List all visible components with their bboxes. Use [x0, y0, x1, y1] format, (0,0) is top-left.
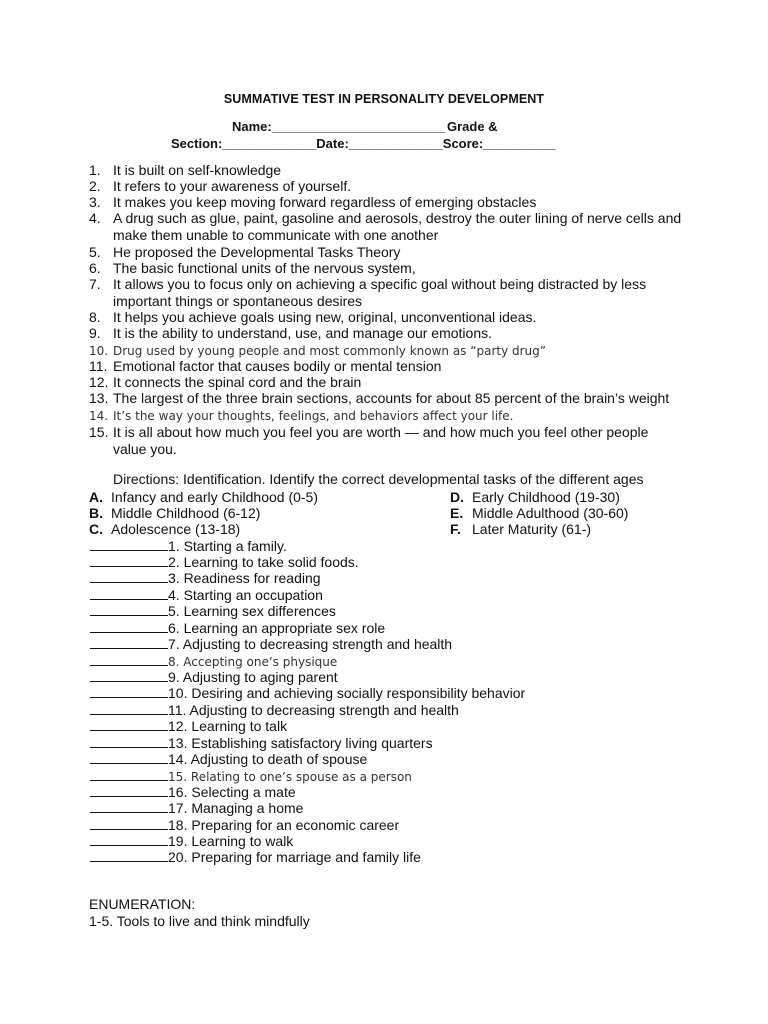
question-text: It allows you to focus only on achieving a specific goal without being distracted by less important things or spontaneous desires	[113, 276, 647, 309]
age-letter: E.	[450, 505, 464, 521]
question-text: It makes you keep moving forward regardless of emerging obstacles	[113, 194, 537, 210]
question-text: Emotional factor that causes bodily or mental tension	[113, 358, 442, 374]
answer-blank[interactable]	[90, 653, 168, 666]
answer-blank[interactable]	[90, 817, 168, 830]
item-label: 15. Relating to one’s spouse as a person	[168, 770, 412, 784]
identification-item	[90, 538, 287, 554]
age-letter: B.	[89, 505, 103, 521]
question-number: 11.	[89, 358, 108, 374]
question-number: 8.	[89, 309, 101, 325]
answer-blank[interactable]	[90, 751, 168, 764]
question-item	[89, 210, 683, 243]
question-item	[89, 162, 683, 179]
question-item	[89, 178, 683, 195]
question-number: 13.	[89, 390, 109, 406]
identification-item	[90, 817, 399, 833]
age-label: Later Maturity (61-)	[472, 521, 592, 537]
item-label: 7. Adjusting to decreasing strength and health	[168, 636, 453, 652]
identification-item	[90, 603, 336, 619]
section-date-score-field[interactable]: Section:_____________Date:_____________Score:__________	[171, 136, 556, 151]
item-label: 1. Starting a family.	[168, 538, 287, 554]
question-item	[89, 260, 683, 277]
item-label: 10. Desiring and achieving socially responsibility behavior	[168, 685, 526, 701]
item-label: 14. Adjusting to death of spouse	[168, 751, 368, 767]
item-label: 8. Accepting one’s physique	[168, 655, 338, 669]
age-letter: C.	[89, 521, 103, 537]
item-label: 17. Managing a home	[168, 800, 304, 816]
question-item	[89, 424, 683, 457]
question-text: It is built on self-knowledge	[113, 162, 282, 178]
question-text: Drug used by young people and most commonly known as “party drug”	[113, 344, 546, 358]
identification-item	[90, 735, 433, 751]
question-number: 1.	[89, 162, 101, 178]
age-group-a	[89, 489, 318, 505]
identification-item	[90, 849, 421, 865]
identification-item	[90, 751, 367, 767]
question-item	[89, 276, 683, 309]
item-label: 11. Adjusting to decreasing strength and health	[168, 702, 459, 718]
enumeration-heading: ENUMERATION:	[89, 896, 196, 912]
question-text: It is the ability to understand, use, and manage our emotions.	[113, 325, 493, 341]
item-label: 20. Preparing for marriage and family life	[168, 849, 421, 865]
identification-item	[90, 554, 359, 570]
age-group-f	[450, 521, 591, 537]
identification-item	[90, 685, 525, 701]
age-letter: A.	[89, 489, 103, 505]
question-number: 15.	[89, 424, 109, 440]
question-number: 14.	[89, 409, 109, 423]
question-text: He proposed the Developmental Tasks Theory	[113, 244, 401, 260]
answer-blank[interactable]	[90, 570, 168, 583]
age-label: Middle Childhood (6-12)	[111, 505, 261, 521]
identification-item	[90, 784, 296, 800]
item-label: 18. Preparing for an economic career	[168, 817, 400, 833]
item-label: 4. Starting an occupation	[168, 587, 323, 603]
age-group-c	[89, 521, 240, 537]
answer-blank[interactable]	[90, 636, 168, 649]
question-item	[89, 358, 683, 375]
answer-blank[interactable]	[90, 833, 168, 846]
identification-item	[90, 718, 287, 734]
identification-item	[90, 620, 385, 636]
age-letter: F.	[450, 521, 461, 537]
question-number: 5.	[89, 244, 101, 260]
question-item	[89, 325, 683, 342]
page-title: SUMMATIVE TEST IN PERSONALITY DEVELOPMENT	[223, 92, 545, 106]
question-number: 3.	[89, 194, 101, 210]
age-label: Adolescence (13-18)	[111, 521, 241, 537]
item-label: 9. Adjusting to aging parent	[168, 669, 338, 685]
age-label: Middle Adulthood (30-60)	[472, 505, 629, 521]
answer-blank[interactable]	[90, 620, 168, 633]
question-number: 7.	[89, 276, 101, 292]
question-number: 10.	[89, 344, 109, 358]
name-field[interactable]: Name:________________________	[232, 119, 446, 134]
identification-item	[90, 570, 321, 586]
item-label: 19. Learning to walk	[168, 833, 294, 849]
question-text: The basic functional units of the nervous system,	[113, 260, 416, 276]
question-text: It helps you achieve goals using new, original, unconventional ideas.	[113, 309, 537, 325]
question-number: 6.	[89, 260, 101, 276]
question-item	[89, 374, 683, 391]
grade-field[interactable]: Grade &	[447, 119, 498, 134]
age-group-d	[450, 489, 620, 505]
identification-item	[90, 587, 323, 603]
question-text: The largest of the three brain sections, accounts for about 85 percent of the brain’s weight	[113, 390, 670, 406]
answer-blank[interactable]	[90, 538, 168, 551]
answer-blank[interactable]	[90, 784, 168, 797]
question-item	[89, 309, 683, 326]
question-item	[89, 390, 683, 407]
identification-item	[90, 669, 338, 685]
identification-item	[90, 833, 293, 849]
answer-blank[interactable]	[90, 685, 168, 698]
question-item	[89, 244, 683, 261]
age-letter: D.	[450, 489, 464, 505]
question-item	[89, 408, 683, 425]
question-text: A drug such as glue, paint, gasoline and aerosols, destroy the outer lining of nerve cells and make them unable to communicate with one another	[113, 210, 682, 243]
identification-item	[90, 653, 337, 669]
identification-item	[90, 702, 459, 718]
answer-blank[interactable]	[90, 718, 168, 731]
answer-blank[interactable]	[90, 587, 168, 600]
age-label: Early Childhood (19-30)	[472, 489, 620, 505]
answer-blank[interactable]	[90, 554, 168, 567]
item-label: 2. Learning to take solid foods.	[168, 554, 359, 570]
answer-blank[interactable]	[90, 800, 168, 813]
enumeration-item: 1-5. Tools to live and think mindfully	[89, 913, 310, 929]
answer-blank[interactable]	[90, 849, 168, 862]
identification-item	[90, 768, 412, 784]
item-label: 16. Selecting a mate	[168, 784, 296, 800]
item-label: 12. Learning to talk	[168, 718, 288, 734]
answer-blank[interactable]	[90, 603, 168, 616]
answer-blank[interactable]	[90, 768, 168, 781]
answer-blank[interactable]	[90, 735, 168, 748]
question-number: 9.	[89, 325, 101, 341]
identification-item	[90, 800, 303, 816]
age-label: Infancy and early Childhood (0-5)	[111, 489, 319, 505]
question-item	[89, 194, 683, 211]
answer-blank[interactable]	[90, 702, 168, 715]
question-text: It’s the way your thoughts, feelings, and behaviors affect your life.	[113, 409, 514, 423]
question-number: 4.	[89, 210, 101, 226]
age-group-e	[450, 505, 628, 521]
question-text: It refers to your awareness of yourself.	[113, 178, 352, 194]
identification-item	[90, 636, 452, 652]
age-group-b	[89, 505, 260, 521]
question-text: It is all about how much you feel you are worth — and how much you feel other people value you.	[113, 424, 649, 457]
answer-blank[interactable]	[90, 669, 168, 682]
item-label: 6. Learning an appropriate sex role	[168, 620, 386, 636]
question-number: 2.	[89, 178, 101, 194]
item-label: 3. Readiness for reading	[168, 570, 321, 586]
question-number: 12.	[89, 374, 109, 390]
item-label: 5. Learning sex differences	[168, 603, 336, 619]
item-label: 13. Establishing satisfactory living quarters	[168, 735, 433, 751]
directions: Directions: Identification. Identify the correct developmental tasks of the different ages	[113, 471, 644, 487]
question-text: It connects the spinal cord and the brain	[113, 374, 362, 390]
